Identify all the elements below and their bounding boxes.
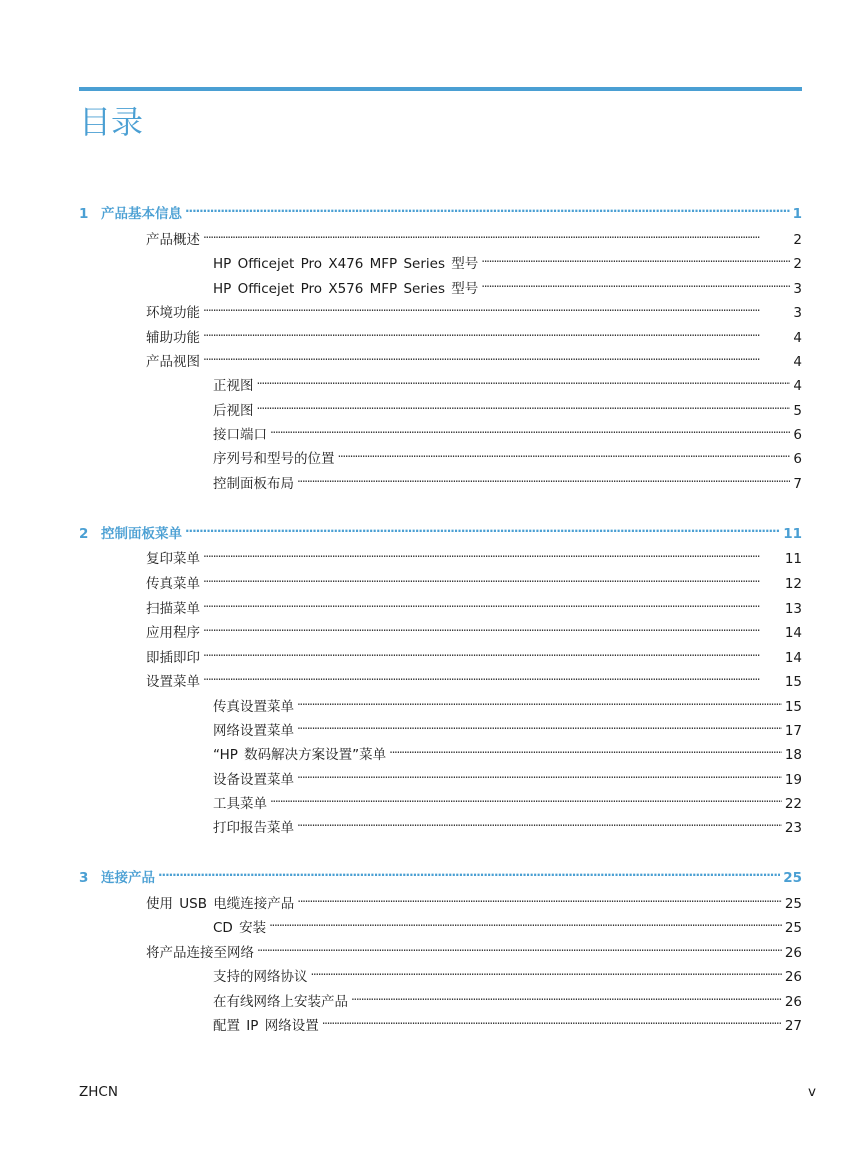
toc-page-number: 6	[793, 427, 802, 443]
toc-entry-label: 扫描菜单	[146, 601, 200, 617]
toc-dot-leader	[158, 862, 780, 882]
toc-entry[interactable]	[146, 568, 802, 592]
toc-entry-label: 网络设置菜单	[213, 723, 294, 739]
toc-page-number: 5	[793, 403, 802, 419]
toc-dot-leader	[185, 518, 780, 538]
toc-dot-leader	[322, 1010, 782, 1030]
toc-entry-label: 后视图	[213, 403, 254, 419]
toc-entry[interactable]	[213, 1010, 802, 1034]
toc-entry[interactable]	[213, 788, 802, 812]
toc-dot-leader	[203, 297, 790, 317]
toc-entry-label: 配置 IP 网络设置	[213, 1018, 319, 1034]
toc-dot-leader	[185, 198, 790, 218]
toc-entry-label: 在有线网络上安装产品	[213, 994, 348, 1010]
toc-page-number: 7	[793, 476, 802, 492]
toc-entry[interactable]	[213, 468, 802, 492]
toc-entry-label: 正视图	[213, 378, 254, 394]
toc-entry-label: 将产品连接至网络	[146, 945, 254, 961]
toc-page-number: 15	[784, 699, 802, 715]
toc-page-number: 19	[784, 772, 802, 788]
toc-dot-leader	[338, 443, 791, 463]
toc-dot-leader	[269, 912, 782, 932]
toc-page-number: 15	[784, 674, 802, 690]
toc-entry-label: CD 安装	[213, 920, 267, 936]
toc-dot-leader	[270, 788, 782, 808]
toc-entry[interactable]	[146, 642, 802, 666]
toc-entry-label: 接口端口	[213, 427, 267, 443]
toc-entry-label: 传真菜单	[146, 576, 200, 592]
toc-entry[interactable]	[213, 961, 802, 985]
toc-page-number: 4	[793, 330, 802, 346]
toc-page-number: 6	[793, 451, 802, 467]
toc-page-number: 1	[792, 206, 802, 222]
toc-page-number: 23	[784, 820, 802, 836]
toc-page-number: 27	[784, 1018, 802, 1034]
toc-page-number: 13	[784, 601, 802, 617]
toc-entry[interactable]	[213, 419, 802, 443]
toc-page-number: 14	[784, 625, 802, 641]
toc-entry-label: 控制面板菜单	[101, 526, 182, 542]
toc-entry-label: 支持的网络协议	[213, 969, 308, 985]
footer-page-number: v	[808, 1084, 816, 1100]
toc-entry[interactable]	[213, 370, 802, 394]
toc-entry-label: 传真设置菜单	[213, 699, 294, 715]
toc-entry[interactable]	[213, 248, 802, 272]
toc-dot-leader	[270, 419, 790, 439]
toc-dot-leader	[297, 812, 782, 832]
toc-entry[interactable]	[146, 297, 802, 321]
toc-page-number: 11	[784, 551, 802, 567]
toc-page-number: 4	[793, 354, 802, 370]
toc-dot-leader	[297, 715, 782, 735]
toc-dot-leader	[311, 961, 782, 981]
toc-page-number: 4	[793, 378, 802, 394]
toc-entry[interactable]	[146, 593, 802, 617]
toc-entry-label: 产品视图	[146, 354, 200, 370]
toc-entry-label: HP Officejet Pro X576 MFP Series 型号	[213, 281, 479, 297]
toc-dot-leader	[203, 568, 782, 588]
toc-dot-leader	[203, 346, 790, 366]
toc-dot-leader	[351, 986, 782, 1006]
toc-dot-leader	[481, 273, 790, 293]
toc-page-number: 26	[784, 969, 802, 985]
toc-dot-leader	[297, 691, 782, 711]
toc-entry[interactable]	[213, 443, 802, 467]
toc-entry[interactable]	[146, 666, 802, 690]
toc-entry[interactable]	[213, 715, 802, 739]
toc-entry-label: HP Officejet Pro X476 MFP Series 型号	[213, 256, 479, 272]
toc-page-number: 3	[793, 281, 802, 297]
toc-dot-leader	[203, 593, 782, 613]
toc-entry-label: 设置菜单	[146, 674, 200, 690]
toc-dot-leader	[203, 224, 790, 244]
toc-dot-leader	[203, 617, 782, 637]
toc-entry-label: 复印菜单	[146, 551, 200, 567]
toc-page-number: 3	[793, 305, 802, 321]
toc-dot-leader	[257, 937, 782, 957]
toc-entry[interactable]	[213, 812, 802, 836]
toc-page-number: 22	[784, 796, 802, 812]
toc-entry-label: 控制面板布局	[213, 476, 294, 492]
toc-page-number: 2	[793, 232, 802, 248]
toc-chapter-entry[interactable]	[79, 518, 802, 542]
toc-page-number: 25	[784, 896, 802, 912]
toc-entry[interactable]	[146, 937, 802, 961]
toc-dot-leader	[481, 248, 790, 268]
toc-entry-label: 工具菜单	[213, 796, 267, 812]
toc-page-number: 17	[784, 723, 802, 739]
toc-dot-leader	[297, 764, 782, 784]
toc-entry-label: 应用程序	[146, 625, 200, 641]
toc-dot-leader	[203, 642, 782, 662]
toc-entry[interactable]	[213, 739, 802, 763]
toc-page-number: 2	[793, 256, 802, 272]
toc-page-number: 11	[783, 526, 802, 542]
toc-entry[interactable]	[213, 986, 802, 1010]
toc-dot-leader	[257, 395, 791, 415]
toc-page-number: 25	[783, 870, 802, 886]
toc-entry[interactable]	[146, 224, 802, 248]
toc-entry-label: 辅助功能	[146, 330, 200, 346]
toc-entry[interactable]	[213, 764, 802, 788]
toc-page-number: 12	[784, 576, 802, 592]
toc-page-number: 14	[784, 650, 802, 666]
toc-page-number: 18	[784, 747, 802, 763]
toc-dot-leader	[203, 322, 790, 342]
toc-entry[interactable]	[146, 617, 802, 641]
toc-chapter-entry[interactable]	[79, 198, 802, 222]
toc-entry-label: 打印报告菜单	[213, 820, 294, 836]
toc-entry[interactable]	[213, 912, 802, 936]
toc-page-number: 26	[784, 994, 802, 1010]
toc-dot-leader	[297, 468, 790, 488]
toc-chapter-number: 3	[79, 870, 89, 886]
toc-entry[interactable]	[146, 346, 802, 370]
toc-chapter-entry[interactable]	[79, 862, 802, 886]
toc-entry-label: 使用 USB 电缆连接产品	[146, 896, 295, 912]
toc-chapter-number: 1	[79, 206, 89, 222]
page-title: 目录	[79, 103, 144, 141]
toc-entry-label: 产品基本信息	[101, 206, 182, 222]
toc-entry[interactable]	[146, 322, 802, 346]
toc-entry[interactable]	[213, 395, 802, 419]
toc-entry[interactable]	[213, 273, 802, 297]
toc-page-number: 26	[784, 945, 802, 961]
toc-dot-leader	[203, 543, 782, 563]
footer-language-code: ZHCN	[79, 1084, 118, 1100]
toc-entry-label: “HP 数码解决方案设置”菜单	[213, 747, 387, 763]
toc-page-number: 25	[784, 920, 802, 936]
toc-entry[interactable]	[213, 691, 802, 715]
toc-dot-leader	[203, 666, 782, 686]
toc-entry[interactable]	[146, 543, 802, 567]
toc-entry[interactable]	[146, 888, 802, 912]
toc-chapter-number: 2	[79, 526, 89, 542]
toc-dot-leader	[389, 739, 782, 759]
toc-dot-leader	[257, 370, 791, 390]
toc-entry-label: 即插即印	[146, 650, 200, 666]
toc-dot-leader	[297, 888, 782, 908]
toc-entry-label: 连接产品	[101, 870, 155, 886]
toc-entry-label: 序列号和型号的位置	[213, 451, 335, 467]
toc-entry-label: 环境功能	[146, 305, 200, 321]
toc-entry-label: 设备设置菜单	[213, 772, 294, 788]
toc-entry-label: 产品概述	[146, 232, 200, 248]
